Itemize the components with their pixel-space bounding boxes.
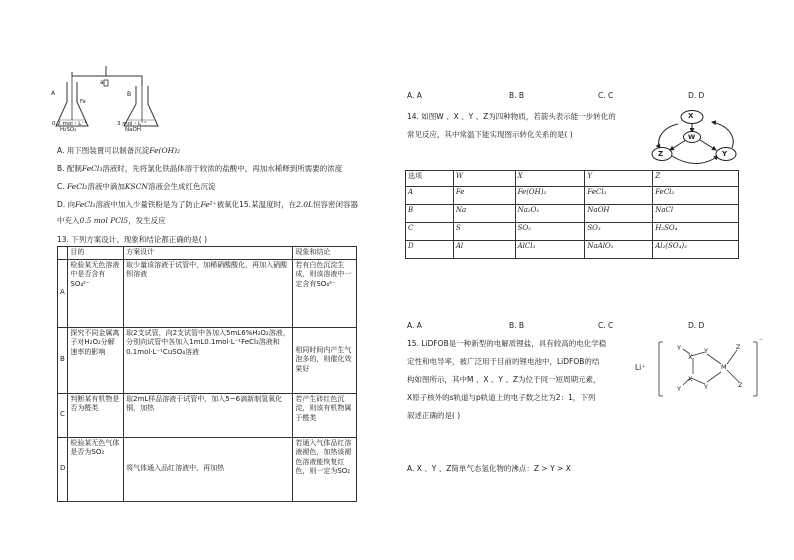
- q13-header-cell: 现象和结论: [293, 247, 357, 260]
- q12-d-mid3: 某温度时，在: [251, 200, 297, 209]
- row-result: 若有白色沉淀生成，则该溶液中一定含有SO₄²⁻: [293, 259, 357, 327]
- atom-y1: Y: [677, 344, 681, 352]
- right-reagent-name: NaOH: [125, 127, 141, 133]
- q14-header-cell: Z: [653, 171, 739, 187]
- atom-x2: X: [688, 375, 693, 383]
- row-y: NaOH: [585, 205, 653, 223]
- q14-option-d: D. D: [688, 321, 705, 330]
- row-goal: 检验某无色气体是否为SO₂: [68, 437, 124, 501]
- table-row: [406, 241, 739, 259]
- q15-line5: 叙述正确的是( ): [407, 411, 461, 420]
- row-design: 将气体通入品红溶液中，再加热: [124, 437, 293, 501]
- q12-c-formula2: KSCN: [124, 182, 148, 191]
- row-x: AlCl₃: [515, 241, 585, 259]
- row-option: C: [406, 223, 454, 241]
- node-y: Y: [722, 150, 728, 158]
- q14-option-c: C. C: [598, 321, 614, 330]
- q13-option-d: D. D: [688, 91, 705, 100]
- q14-line1: 14. 如图W 、X 、Y 、Z为四种物质，若箭头表示能一步转化的: [407, 112, 616, 121]
- q12-c-pre: C.: [57, 182, 65, 191]
- table-row: [406, 205, 739, 223]
- row-y: NaAlO₂: [585, 241, 653, 259]
- lidfob-drawing: [655, 338, 765, 398]
- q12-b-formula: FeCl₃: [81, 164, 103, 173]
- flask-a-label: A: [51, 90, 56, 97]
- row-y: FeCl₃: [585, 187, 653, 205]
- row-z: FeCl₂: [653, 187, 739, 205]
- row-design: 取2mL样品溶液于试管中，加入5~6滴新制氢氧化铜，加热: [124, 393, 293, 437]
- q13-title: 13. 下列方案设计、现象和结论都正确的是( ): [57, 235, 208, 244]
- row-w: Fe: [453, 187, 515, 205]
- atom-y3: Y: [704, 347, 708, 355]
- q12-d-post: 恒容密闭容器: [313, 200, 358, 209]
- q13-header-cell: 方案设计: [124, 247, 293, 260]
- row-result: 若产生砖红色沉淀，则该有机物属于醛类: [293, 393, 357, 437]
- q12-d2-pre: 中充入: [57, 216, 80, 225]
- q13-option-c: C. C: [598, 91, 614, 100]
- q12-option-a: [57, 146, 180, 156]
- node-x: X: [688, 112, 694, 120]
- fe-label: Fe: [80, 99, 86, 105]
- q12-d2-formula: 0.5 mol PCl5: [79, 216, 129, 225]
- valve-label: a: [100, 79, 104, 86]
- q14-option-b: B. B: [509, 321, 525, 330]
- q12-d-formula1: FeCl₂: [75, 200, 96, 209]
- row-x: Fe(OH)₂: [515, 187, 585, 205]
- row-option: D: [406, 241, 454, 259]
- row-w: Al: [453, 241, 515, 259]
- node-w: W: [688, 133, 696, 141]
- row-label: A: [58, 259, 68, 327]
- right-reagent-conc: 3 mol・L⁻¹: [117, 121, 147, 127]
- row-goal: 探究不同金属离子对H₂O₂分解速率的影响: [68, 327, 124, 393]
- q12-option-d: [57, 200, 358, 210]
- q14-header-cell: X: [515, 171, 585, 187]
- q12-a-formula: Fe(OH)₂: [149, 146, 181, 155]
- q12-d-mid2: 被氧化: [216, 200, 240, 209]
- atom-x1: X: [688, 353, 693, 361]
- q15-option-a: A. X 、Y 、Z简单气态氢化物的沸点：Z > Y > X: [407, 464, 571, 473]
- row-label: D: [58, 437, 68, 501]
- q14-header-cell: W: [453, 171, 515, 187]
- q12-b-post: 溶液时，先将氯化铁晶体溶于较浓的盐酸中，再加水稀释到所需要的浓度: [102, 164, 343, 173]
- row-design: 取少量该溶液于试管中，加稀硝酸酸化，再加入硝酸钡溶液: [124, 259, 293, 327]
- left-reagent-conc: 0.2 mol・L⁻¹: [52, 121, 87, 127]
- atom-y2: Y: [677, 385, 681, 393]
- q12-option-b: [57, 164, 342, 174]
- row-z: NaCl: [653, 205, 739, 223]
- atom-z1: Z: [736, 343, 741, 351]
- q12-d-formula2: Fe²⁺: [200, 200, 217, 209]
- q13-header-cell: [58, 247, 68, 260]
- table-row: [58, 327, 357, 393]
- table-row: [58, 437, 357, 501]
- q12-a-text: A. 用下图装置可以制备沉淀: [57, 146, 150, 155]
- q12-b-pre: B. 配制: [57, 164, 82, 173]
- q13-table: [57, 246, 357, 502]
- q14-header-row: [406, 171, 739, 187]
- row-x: Na₂O₂: [515, 205, 585, 223]
- row-option: B: [406, 205, 454, 223]
- node-z: Z: [658, 150, 664, 158]
- row-label: C: [58, 393, 68, 437]
- right-flask-reagent: [117, 121, 146, 133]
- q14-option-a: A. A: [407, 321, 422, 330]
- row-y: SO₃: [585, 223, 653, 241]
- q13-header-cell: 目的: [68, 247, 124, 260]
- row-result: 相同时间内产生气泡多的，则催化效果好: [293, 327, 357, 393]
- q12-c-post: 溶液会生成红色沉淀: [147, 182, 216, 191]
- left-reagent-name: H₂SO₄: [60, 127, 77, 133]
- q13-header-row: [58, 247, 357, 260]
- q12-d-pre: D. 向: [57, 200, 76, 209]
- q13-option-b: B. B: [509, 91, 525, 100]
- left-flask-reagent: [52, 121, 86, 133]
- q15-line3: 构如图所示，其中M 、X 、Y 、Z为位于同一短周期元素，: [407, 375, 601, 384]
- q15-line2: 定性和电导率，被广泛用于目前的锂电池中，LiDFOB的结: [407, 357, 600, 366]
- q12-d2-post: ，发生反应: [128, 216, 166, 225]
- q12-c-mid: 溶液中滴加: [87, 182, 125, 191]
- q14-header-cell: 选项: [406, 171, 454, 187]
- q15-line1: 15. LiDFOB是一种新型的电解质锂盐，具有较高的电化学稳: [407, 339, 607, 348]
- table-row: [406, 223, 739, 241]
- row-goal: 检验某无色溶液中是否含有SO₄²⁻: [68, 259, 124, 327]
- row-w: S: [453, 223, 515, 241]
- anion-charge: ⁻: [759, 337, 763, 345]
- q12-c-formula1: FeCl₂: [67, 182, 88, 191]
- q12-d-mid1: 溶液中加入少量铁粉是为了防止: [95, 200, 201, 209]
- flask-b-label: B: [127, 91, 132, 98]
- row-w: Na: [453, 205, 515, 223]
- q14-table: [405, 170, 739, 259]
- q12-option-d-line2: [57, 216, 166, 226]
- row-z: Al₂(SO₄)₃: [653, 241, 739, 259]
- atom-m: M: [721, 363, 727, 371]
- atom-z2: Z: [738, 381, 743, 389]
- q14-header-cell: Y: [585, 171, 653, 187]
- q14-line2: 常见反应，其中常温下能实现图示转化关系的是( ): [407, 130, 573, 139]
- table-row: [58, 259, 357, 327]
- row-option: A: [406, 187, 454, 205]
- q14-cycle-diagram: [648, 106, 743, 168]
- q12-d-vol: 2.0L: [296, 200, 313, 209]
- row-z: H₂SO₄: [653, 223, 739, 241]
- q12-option-c: [57, 182, 215, 192]
- row-goal: 判断某有机物是否为醛类: [68, 393, 124, 437]
- atom-y4: Y: [704, 383, 708, 391]
- row-x: SO₂: [515, 223, 585, 241]
- q12-d-num: 15.: [239, 200, 252, 209]
- table-row: [406, 187, 739, 205]
- row-result: 若通入气体品红溶液褪色，加热该褪色溶液能恢复红色，则一定为SO₂: [293, 437, 357, 501]
- q15-line4: X原子核外的s轨道与p轨道上的电子数之比为2：1，下列: [407, 393, 596, 402]
- lidfob-structure: [635, 337, 765, 398]
- row-label: B: [58, 327, 68, 393]
- row-design: 取2支试管，向2支试管中各加入5mL6%H₂O₂溶液，分别向试管中各加入1mL0.1mol·L⁻¹FeCl₃溶液和0.1mol·L⁻¹CuSO₄溶液: [124, 327, 293, 393]
- lithium-ion: Li⁺: [635, 363, 646, 372]
- q13-option-a: A. A: [407, 91, 422, 100]
- table-row: [58, 393, 357, 437]
